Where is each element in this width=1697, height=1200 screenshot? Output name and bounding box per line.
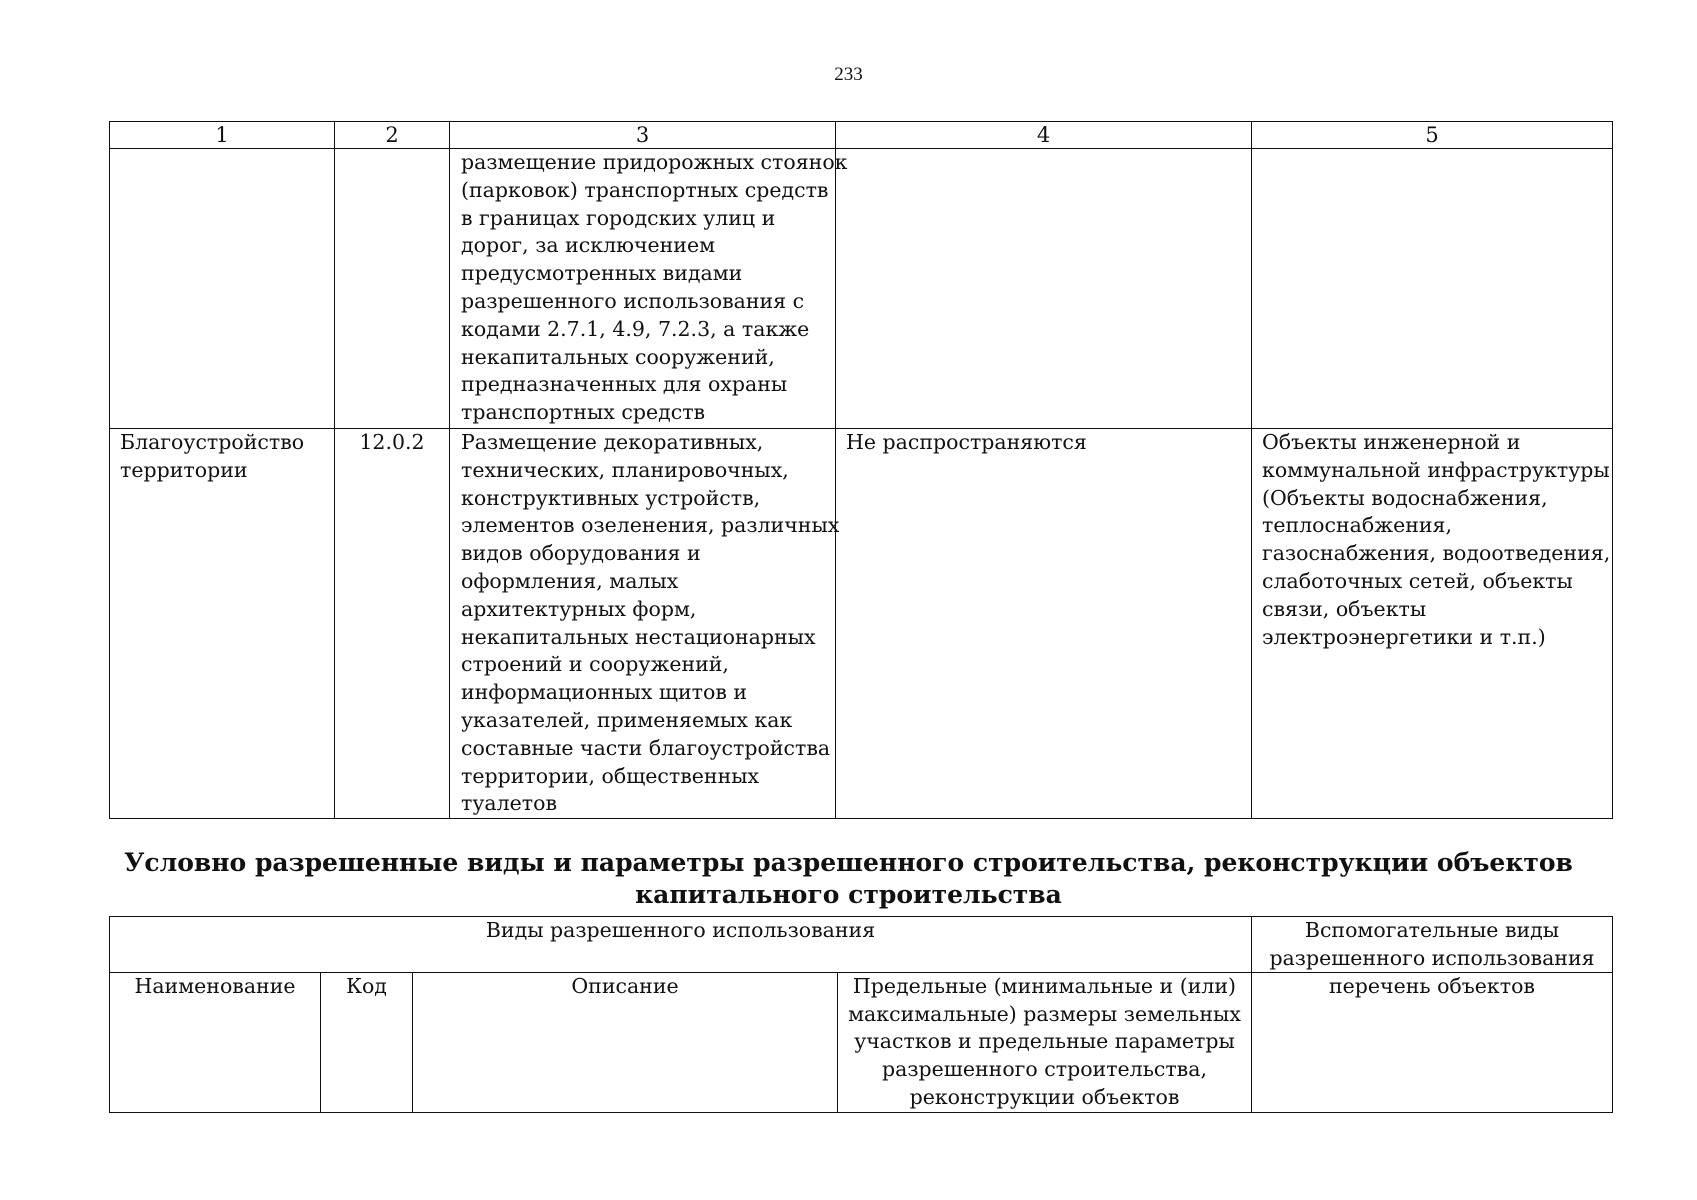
cell-aux-objects: [1252, 429, 1613, 819]
header-name: Наименование: [110, 973, 321, 1113]
column-header-row: [110, 973, 1613, 1113]
description-line: (парковок) транспортных средств: [461, 177, 829, 202]
table-row-continuation: [110, 149, 1613, 429]
aux-uses-header: [1252, 917, 1613, 973]
section-heading-line-1: Условно разрешенные виды и параметры разрешенного строительства, реконструкции объектов: [124, 848, 1573, 877]
description-line: предназначенных для охраны: [461, 372, 788, 397]
aux-objects-line: слаботочных сетей, объекты: [1262, 568, 1573, 593]
header-description: Описание: [413, 973, 838, 1113]
description-line: территории, общественных: [461, 763, 760, 788]
column-number-2: 2: [335, 122, 450, 149]
description-line: архитектурных форм,: [461, 596, 697, 621]
cell-limits-empty: [836, 149, 1252, 429]
description-line: кодами 2.7.1, 4.9, 7.2.3, а также: [461, 316, 810, 341]
description-line: информационных щитов и: [461, 680, 748, 705]
cell-description: [450, 149, 848, 429]
description-line: туалетов: [461, 791, 558, 816]
aux-objects-line: связи, объекты: [1262, 596, 1427, 621]
table-row-landscaping: [110, 429, 1613, 819]
aux-objects-line: газоснабжения, водоотведения,: [1262, 541, 1611, 566]
description-line: технических, планировочных,: [461, 457, 789, 482]
column-number-5: 5: [1252, 122, 1613, 149]
uses-group-header: Виды разрешенного использования: [110, 917, 1252, 973]
description-line: некапитальных нестационарных: [461, 624, 816, 649]
description-line: конструктивных устройств,: [461, 485, 761, 510]
group-header-row: [110, 917, 1613, 973]
description-line: строений и сооружений,: [461, 652, 729, 677]
page-number: 233: [834, 64, 863, 85]
description-line: оформления, малых: [461, 568, 679, 593]
description-line: Размещение декоративных,: [461, 430, 764, 454]
cell-name-empty: [110, 149, 335, 429]
column-number-4: 4: [836, 122, 1252, 149]
name-line: Благоустройство: [120, 430, 305, 454]
section-heading-line-2: капитального строительства: [635, 880, 1062, 909]
section-heading: [0, 847, 1697, 911]
header-limits-line: реконструкции объектов: [909, 1084, 1180, 1109]
description-line: видов оборудования и: [461, 541, 701, 566]
header-objects-list: перечень объектов: [1252, 973, 1613, 1113]
column-number-3: 3: [450, 122, 836, 149]
aux-uses-header-line: Вспомогательные виды: [1304, 918, 1560, 942]
column-number-1: 1: [110, 122, 335, 149]
header-limits-line: максимальные) размеры земельных: [848, 1001, 1241, 1026]
cell-aux-empty: [1252, 149, 1613, 429]
description-line: в границах городских улиц и: [461, 205, 776, 230]
cell-description: [450, 429, 840, 819]
description-line: элементов озеленения, различных: [461, 513, 840, 538]
description-line: дорог, за исключением: [461, 233, 716, 258]
cell-name: [110, 429, 335, 819]
description-line: указателей, применяемых как: [461, 707, 793, 732]
description-line: разрешенного использования с: [461, 288, 805, 313]
cell-limits: Не распространяются: [836, 429, 1252, 819]
aux-objects-line: коммунальной инфраструктуры: [1262, 457, 1610, 482]
header-limits-line: Предельные (минимальные и (или): [852, 974, 1237, 999]
description-line: размещение придорожных стоянок: [461, 150, 848, 174]
description-line: составные части благоустройства: [461, 735, 831, 760]
cell-code-empty: [335, 149, 450, 429]
description-line: некапитальных сооружений,: [461, 344, 775, 369]
aux-uses-header-line: разрешенного использования: [1269, 945, 1595, 970]
header-limits-line: участков и предельные параметры: [854, 1029, 1235, 1054]
aux-objects-line: теплоснабжения,: [1262, 513, 1452, 538]
aux-objects-line: электроэнергетики и т.п.): [1262, 624, 1546, 649]
aux-objects-line: Объекты инженерной и: [1262, 430, 1521, 454]
header-limits: [838, 973, 1252, 1113]
description-line: предусмотренных видами: [461, 261, 743, 286]
permitted-uses-table: [109, 121, 1613, 819]
name-line: территории: [120, 457, 248, 482]
column-number-row: [110, 122, 1613, 149]
header-limits-line: разрешенного строительства,: [882, 1056, 1207, 1081]
description-line: транспортных средств: [461, 400, 706, 425]
cell-code: 12.0.2: [335, 429, 450, 819]
conditional-uses-table: [109, 916, 1613, 1113]
aux-objects-line: (Объекты водоснабжения,: [1262, 485, 1548, 510]
header-code: Код: [321, 973, 413, 1113]
